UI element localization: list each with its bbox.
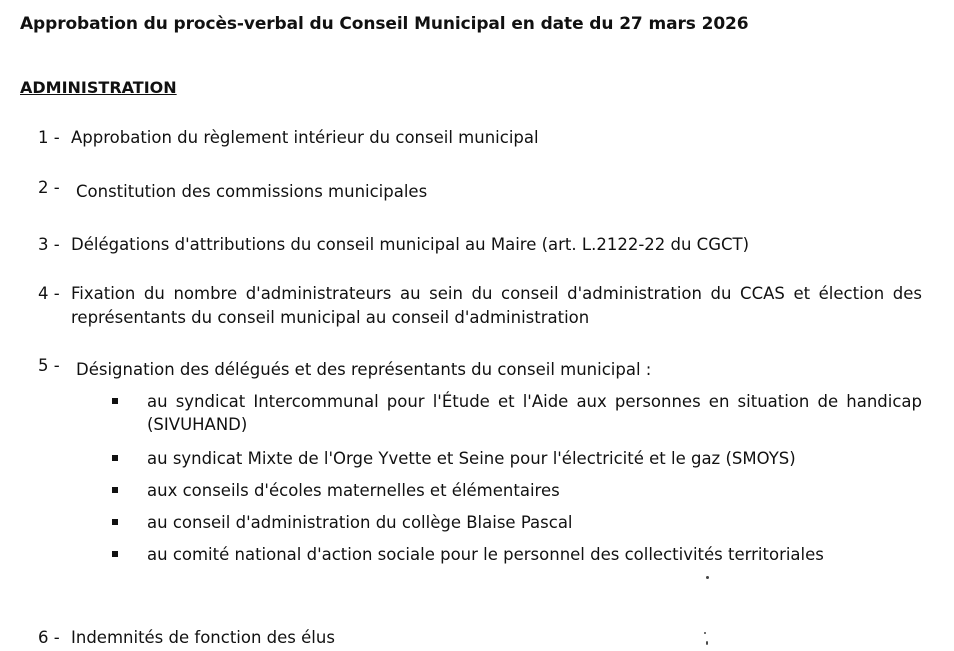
scan-speck bbox=[706, 576, 709, 579]
bullet-icon bbox=[112, 487, 118, 493]
subitem-text: au conseil d'administration du collège Blaise Pascal bbox=[147, 513, 573, 532]
bullet-icon bbox=[112, 551, 118, 557]
agenda-item-4 bbox=[38, 282, 922, 330]
agenda-item-1 bbox=[38, 126, 922, 150]
item-number: 3 - bbox=[38, 235, 60, 254]
item-text: Désignation des délégués et des représentants du conseil municipal : bbox=[76, 360, 652, 379]
subitem-smoys bbox=[112, 447, 922, 470]
subitem-ecoles bbox=[112, 479, 922, 502]
agenda-item-2 bbox=[38, 180, 922, 204]
scan-speck bbox=[706, 641, 708, 645]
subitem-text: aux conseils d'écoles maternelles et élémentaires bbox=[147, 481, 560, 500]
item-text: Indemnités de fonction des élus bbox=[71, 628, 335, 647]
section-heading-administration: ADMINISTRATION bbox=[20, 78, 177, 97]
document-title: Approbation du procès-verbal du Conseil Municipal en date du 27 mars 2026 bbox=[20, 14, 749, 34]
agenda-item-5 bbox=[38, 358, 922, 382]
item-text: Fixation du nombre d'administrateurs au sein du conseil d'administration du CCAS et élection des représentants du conseil municipal au conseil d'administration bbox=[71, 284, 922, 327]
item-number: 2 - bbox=[38, 178, 60, 197]
item-number: 5 - bbox=[38, 356, 60, 375]
bullet-icon bbox=[112, 398, 118, 404]
item-text: Approbation du règlement intérieur du conseil municipal bbox=[71, 128, 539, 147]
subitem-text: au syndicat Mixte de l'Orge Yvette et Seine pour l'électricité et le gaz (SMOYS) bbox=[147, 449, 796, 468]
subitem-sivuhand bbox=[112, 390, 922, 436]
agenda-item-3 bbox=[38, 233, 922, 257]
item-text: Constitution des commissions municipales bbox=[76, 182, 428, 201]
agenda-item-6 bbox=[38, 626, 922, 650]
subitem-text: au syndicat Intercommunal pour l'Étude et l'Aide aux personnes en situation de handicap (SIVUHAND) bbox=[147, 392, 922, 434]
item-text: Délégations d'attributions du conseil municipal au Maire (art. L.2122-22 du CGCT) bbox=[71, 235, 750, 254]
item-number: 1 - bbox=[38, 128, 60, 147]
subitem-cnas bbox=[112, 543, 922, 566]
bullet-icon bbox=[112, 519, 118, 525]
item-number: 6 - bbox=[38, 628, 60, 647]
subitem-college bbox=[112, 511, 922, 534]
item-number: 4 - bbox=[38, 284, 60, 303]
subitem-text: au comité national d'action sociale pour le personnel des collectivités territoriales bbox=[147, 545, 824, 564]
bullet-icon bbox=[112, 455, 118, 461]
scan-speck bbox=[704, 632, 706, 634]
